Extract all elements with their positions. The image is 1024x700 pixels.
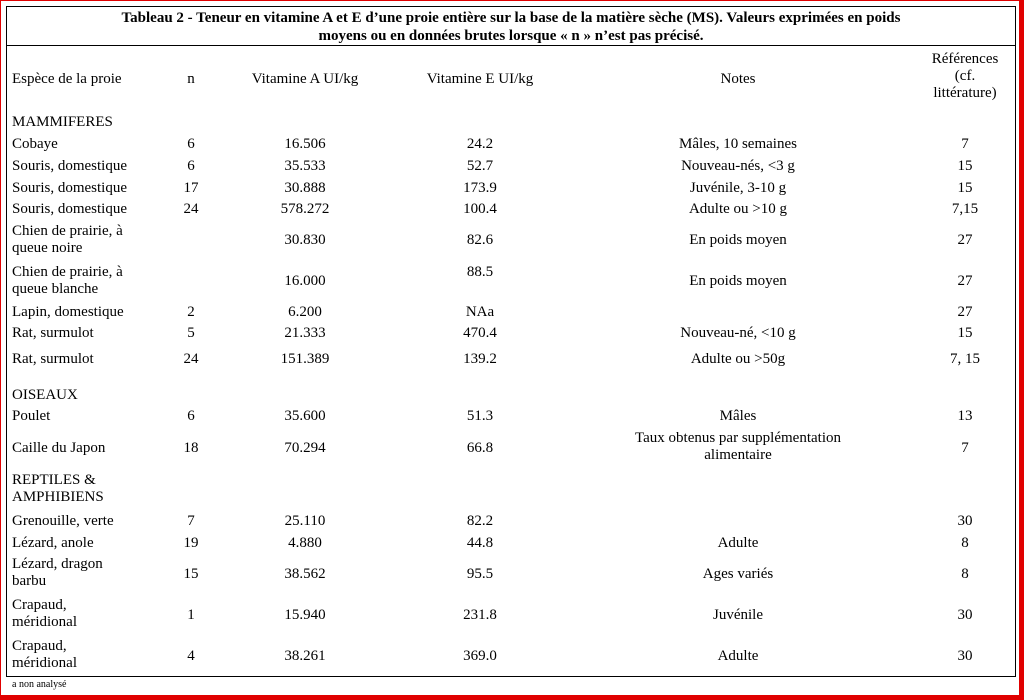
row-species-line-2: queue blanche xyxy=(12,281,99,297)
row-notes-line-1: Taux obtenus par supplémentation xyxy=(635,430,841,446)
row-reference: 27 xyxy=(957,232,973,248)
row-n: 17 xyxy=(183,180,199,196)
row-vitamin-a: 30.830 xyxy=(284,232,326,248)
row-species: Grenouille, verte xyxy=(12,513,114,529)
row-notes: Ages variés xyxy=(702,566,774,582)
row-vitamin-e: 88.5 xyxy=(466,264,494,280)
footnote-divider xyxy=(6,676,1016,677)
row-vitamin-a: 35.600 xyxy=(284,408,326,424)
row-species-line-1: Crapaud, xyxy=(12,597,67,613)
row-vitamin-e: NAa xyxy=(465,304,495,320)
row-n: 1 xyxy=(187,607,195,623)
header-references-line-3: littérature) xyxy=(933,85,997,101)
row-species: Caille du Japon xyxy=(12,440,106,456)
row-notes: En poids moyen xyxy=(689,232,787,248)
row-notes: Nouveau-nés, <3 g xyxy=(681,158,795,174)
row-reference: 30 xyxy=(957,513,973,529)
row-species xyxy=(12,223,123,257)
row-notes: Adulte xyxy=(717,648,759,664)
row-vitamin-e: 470.4 xyxy=(463,325,497,341)
row-n: 2 xyxy=(187,304,195,320)
row-reference: 30 xyxy=(957,607,973,623)
row-n: 18 xyxy=(183,440,199,456)
row-vitamin-a: 35.533 xyxy=(284,158,326,174)
row-species xyxy=(12,556,103,590)
header-vitamin-a: Vitamine A UI/kg xyxy=(251,71,359,87)
caption-line-2: moyens ou en données brutes lorsque « n » n’est pas précisé. xyxy=(318,28,704,44)
row-reference: 27 xyxy=(957,273,973,289)
row-vitamin-a: 25.110 xyxy=(284,513,326,529)
row-species-line-1: Chien de prairie, à xyxy=(12,264,123,280)
row-notes-line-2: alimentaire xyxy=(704,447,772,463)
row-notes: Juvénile xyxy=(713,607,763,623)
row-vitamin-a: 70.294 xyxy=(284,440,326,456)
row-vitamin-a: 21.333 xyxy=(284,325,326,341)
row-notes: Adulte xyxy=(717,535,759,551)
row-n: 24 xyxy=(183,201,199,217)
row-reference: 15 xyxy=(957,180,973,196)
row-reference: 13 xyxy=(957,408,973,424)
row-species-line-2: queue noire xyxy=(12,240,83,256)
row-n: 19 xyxy=(183,535,199,551)
row-vitamin-e: 51.3 xyxy=(466,408,494,424)
row-species xyxy=(12,264,123,298)
row-species-line-2: méridional xyxy=(12,655,77,671)
row-reference: 7 xyxy=(961,440,969,456)
row-vitamin-e: 100.4 xyxy=(463,201,497,217)
row-vitamin-e: 173.9 xyxy=(463,180,497,196)
row-vitamin-a: 15.940 xyxy=(284,607,326,623)
row-vitamin-e: 95.5 xyxy=(466,566,494,582)
row-vitamin-e: 369.0 xyxy=(463,648,497,664)
row-vitamin-e: 66.8 xyxy=(466,440,494,456)
row-species: Rat, surmulot xyxy=(12,325,94,341)
row-species: Poulet xyxy=(12,408,51,424)
row-vitamin-e: 52.7 xyxy=(466,158,494,174)
header-references-line-1: Références xyxy=(931,51,999,67)
row-n: 6 xyxy=(187,136,195,152)
row-notes: Mâles, 10 semaines xyxy=(679,136,797,152)
row-n: 5 xyxy=(187,325,195,341)
header-references xyxy=(915,51,1015,102)
row-vitamin-a: 16.506 xyxy=(284,136,326,152)
row-species: Souris, domestique xyxy=(12,201,127,217)
row-species-line-1: Chien de prairie, à xyxy=(12,223,123,239)
header-n: n xyxy=(187,71,195,87)
row-notes: Juvénile, 3-10 g xyxy=(689,180,787,196)
window-frame-bottom xyxy=(0,695,1024,700)
row-species xyxy=(12,597,77,631)
row-vitamin-a: 38.261 xyxy=(284,648,326,664)
row-vitamin-a: 38.562 xyxy=(284,566,326,582)
row-vitamin-e: 231.8 xyxy=(463,607,497,623)
header-references-line-2: (cf. xyxy=(954,68,976,84)
section-birds: OISEAUX xyxy=(12,387,78,403)
row-vitamin-a: 4.880 xyxy=(288,535,322,551)
row-vitamin-e: 139.2 xyxy=(463,351,497,367)
row-notes: Mâles xyxy=(719,408,757,424)
row-vitamin-a: 16.000 xyxy=(284,273,326,289)
row-n: 15 xyxy=(183,566,199,582)
row-n: 4 xyxy=(187,648,195,664)
row-notes: Adulte ou >50g xyxy=(690,351,786,367)
header-notes: Notes xyxy=(720,71,756,87)
row-reference: 8 xyxy=(961,566,969,582)
header-species: Espèce de la proie xyxy=(12,71,122,87)
row-notes xyxy=(598,430,878,464)
row-vitamin-e: 44.8 xyxy=(466,535,494,551)
row-species: Lézard, anole xyxy=(12,535,94,551)
row-notes: Adulte ou >10 g xyxy=(688,201,788,217)
row-species-line-2: méridional xyxy=(12,614,77,630)
row-species-line-2: barbu xyxy=(12,573,47,589)
row-species-line-1: Crapaud, xyxy=(12,638,67,654)
header-vitamin-e: Vitamine E UI/kg xyxy=(426,71,534,87)
row-reference: 30 xyxy=(957,648,973,664)
window-frame-right xyxy=(1019,0,1024,700)
caption-line-1: Tableau 2 - Teneur en vitamine A et E d’une proie entière sur la base de la matière sèche (MS). Valeurs exprimées en poids xyxy=(121,10,901,26)
row-species-line-1: Lézard, dragon xyxy=(12,556,103,572)
row-species: Rat, surmulot xyxy=(12,351,94,367)
row-reference: 15 xyxy=(957,158,973,174)
row-n: 6 xyxy=(187,408,195,424)
row-species: Souris, domestique xyxy=(12,180,127,196)
row-reference: 8 xyxy=(961,535,969,551)
row-reference: 7,15 xyxy=(951,201,979,217)
row-notes: Nouveau-né, <10 g xyxy=(680,325,796,341)
row-species xyxy=(12,638,77,672)
row-reference: 7, 15 xyxy=(950,351,980,367)
row-reference: 27 xyxy=(957,304,973,320)
row-vitamin-a: 6.200 xyxy=(288,304,322,320)
row-vitamin-a: 30.888 xyxy=(284,180,326,196)
section-mammals: MAMMIFERES xyxy=(12,114,113,130)
row-vitamin-a: 151.389 xyxy=(280,351,330,367)
row-notes: En poids moyen xyxy=(689,273,787,289)
row-species: Cobaye xyxy=(12,136,58,152)
row-vitamin-e: 82.2 xyxy=(466,513,494,529)
row-vitamin-a: 578.272 xyxy=(280,201,330,217)
footnote: a non analysé xyxy=(12,679,67,690)
row-reference: 7 xyxy=(961,136,969,152)
row-reference: 15 xyxy=(957,325,973,341)
table-caption xyxy=(6,6,1016,46)
row-n: 6 xyxy=(187,158,195,174)
row-n: 24 xyxy=(183,351,199,367)
row-vitamin-e: 82.6 xyxy=(466,232,494,248)
section-reptiles-line-1: REPTILES & xyxy=(12,472,96,488)
section-reptiles-amphibians xyxy=(12,472,104,506)
row-species: Lapin, domestique xyxy=(12,304,124,320)
section-reptiles-line-2: AMPHIBIENS xyxy=(12,489,104,505)
row-vitamin-e: 24.2 xyxy=(466,136,494,152)
row-n: 7 xyxy=(187,513,195,529)
row-species: Souris, domestique xyxy=(12,158,127,174)
